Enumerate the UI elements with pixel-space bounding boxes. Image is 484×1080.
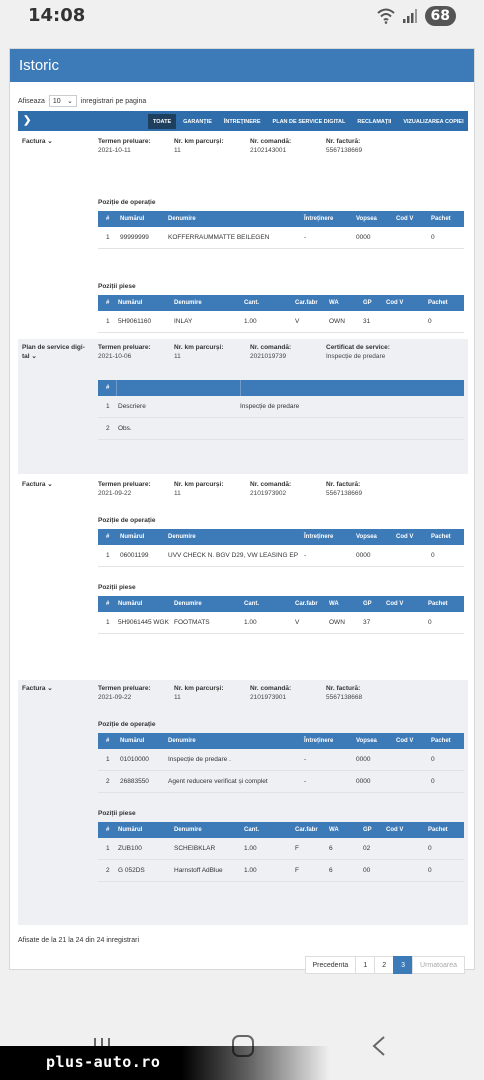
history-entry — [18, 133, 468, 337]
table-cell: 1 — [106, 756, 110, 763]
entry-meta — [250, 480, 291, 498]
table-cell: 01010000 — [120, 756, 149, 763]
entry-type-label: Plan de service digi-tal — [22, 344, 85, 360]
meta-label: Certificat de service: — [326, 344, 390, 351]
tab-1[interactable]: GARANȚIE — [183, 119, 212, 125]
entry-meta — [174, 480, 224, 498]
table-cell: Harnstoff AdBlue — [174, 867, 223, 874]
column-header: Numărul — [118, 300, 143, 306]
history-card — [9, 48, 475, 970]
entry-meta — [174, 137, 224, 155]
pager-item-2[interactable]: 2 — [374, 956, 394, 974]
entry-meta — [174, 684, 224, 702]
entry-meta — [98, 684, 151, 702]
table-cell: INLAY — [174, 318, 193, 325]
section-title: Poziții piese — [98, 810, 136, 817]
table-cell: 0000 — [356, 756, 371, 763]
column-header: # — [106, 601, 110, 607]
entry-meta — [326, 684, 362, 702]
column-header: # — [106, 216, 110, 222]
column-header: Cod V — [386, 300, 404, 306]
section-table — [98, 733, 464, 793]
entry-meta — [326, 480, 362, 498]
column-header: Întreținere — [304, 534, 334, 540]
table-cell: 6 — [329, 867, 333, 874]
table-cell: OWN — [329, 619, 345, 626]
table-cell: 1 — [106, 318, 110, 325]
column-header: Întreținere — [304, 216, 334, 222]
table-cell: Descriere — [118, 403, 146, 410]
table-header — [98, 380, 464, 396]
table-header — [98, 733, 464, 749]
table-header — [98, 295, 464, 311]
chevron-down-icon: ⌄ — [66, 98, 73, 105]
column-divider — [240, 380, 241, 396]
meta-label: Nr. km parcurși: — [174, 685, 224, 692]
table-cell: 1 — [106, 619, 110, 626]
entry-type-toggle[interactable] — [22, 480, 88, 489]
table-cell: 0 — [431, 778, 435, 785]
table-header — [98, 211, 464, 227]
chevron-down-icon: ⌄ — [45, 685, 53, 692]
chevron-down-icon: ⌄ — [45, 138, 53, 145]
section-title: Poziții piese — [98, 283, 136, 290]
table-cell: 1 — [106, 845, 110, 852]
column-header: # — [106, 534, 110, 540]
meta-value: 5567138669 — [326, 147, 363, 154]
section-table — [98, 295, 464, 333]
table-header — [98, 822, 464, 838]
meta-value: 2101973901 — [250, 694, 287, 701]
per-page-suffix: inregistrari pe pagina — [80, 97, 147, 105]
table-header — [98, 529, 464, 545]
expand-chevron-icon[interactable]: ❯ — [23, 115, 32, 126]
history-entry — [18, 476, 468, 678]
page-title: Istoric — [10, 49, 474, 82]
table-cell: Agent reducere verificat și complet — [168, 778, 268, 785]
status-icons — [377, 6, 456, 26]
column-header: WA — [329, 601, 339, 607]
watermark-text: plus-auto.ro — [46, 1053, 161, 1071]
table-cell: F — [295, 867, 299, 874]
column-header: Denumire — [174, 827, 202, 833]
meta-value: 2102143001 — [250, 147, 287, 154]
table-cell: 1 — [106, 552, 110, 559]
section-table — [98, 822, 464, 882]
column-header: Numărul — [120, 216, 145, 222]
column-header: Pachet — [428, 827, 448, 833]
table-cell: V — [295, 619, 300, 626]
meta-label: Nr. comandă: — [250, 685, 292, 692]
column-header: Vopsea — [356, 738, 377, 744]
column-header: WA — [329, 827, 339, 833]
table-cell: 0000 — [356, 234, 371, 241]
meta-label: Nr. factură: — [326, 685, 361, 692]
entry-type-label: Factura — [22, 481, 46, 488]
table-cell: 2 — [106, 778, 110, 785]
meta-value: 5567138668 — [326, 694, 363, 701]
column-header: # — [106, 827, 110, 833]
column-header: Denumire — [174, 601, 202, 607]
column-header: Vopsea — [356, 216, 377, 222]
table-row — [98, 311, 464, 333]
meta-value: 5567138669 — [326, 490, 363, 497]
back-icon[interactable] — [370, 1035, 388, 1057]
table-cell: 06001199 — [120, 552, 149, 559]
meta-value: Inspecție de predare — [326, 353, 386, 360]
column-header: Întreținere — [304, 738, 334, 744]
table-cell: Inspecție de predare — [240, 403, 300, 410]
table-cell: - — [304, 552, 307, 559]
section-table — [98, 380, 464, 440]
tab-0[interactable]: TOATE — [148, 114, 176, 129]
table-cell: 31 — [363, 318, 371, 325]
pager-item-3[interactable]: 3 — [393, 956, 413, 974]
per-page-control — [18, 95, 146, 107]
column-header: WA — [329, 300, 339, 306]
table-cell: OWN — [329, 318, 345, 325]
table-cell: KOFFERRAUMMATTE BEILEGEN — [168, 234, 270, 241]
meta-value: 2021-09-22 — [98, 694, 132, 701]
status-time: 14:08 — [28, 5, 86, 26]
meta-value: 2021019739 — [250, 353, 287, 360]
chevron-down-icon: ⌄ — [45, 481, 53, 488]
column-header: Cant. — [244, 601, 259, 607]
column-header: Pachet — [431, 738, 451, 744]
column-header: # — [106, 738, 110, 744]
meta-value: 11 — [174, 694, 181, 701]
table-cell: 5H9061160 — [118, 318, 152, 325]
entry-meta — [250, 684, 291, 702]
meta-label: Nr. factură: — [326, 481, 361, 488]
meta-label: Termen preluare: — [98, 138, 151, 145]
table-cell: 1.00 — [244, 318, 257, 325]
filter-tabs — [148, 114, 469, 129]
column-header: Denumire — [168, 738, 196, 744]
column-header: Vopsea — [356, 534, 377, 540]
entry-meta — [98, 343, 151, 361]
filter-tabbar — [18, 111, 468, 131]
entry-type-toggle[interactable] — [22, 684, 88, 693]
pager-item-0[interactable]: Precedenta — [305, 956, 357, 974]
meta-label: Termen preluare: — [98, 481, 151, 488]
entry-type-toggle[interactable] — [22, 343, 88, 361]
meta-label: Nr. km parcurși: — [174, 344, 224, 351]
table-row — [98, 418, 464, 440]
table-cell: Obs. — [118, 425, 132, 432]
meta-label: Nr. factură: — [326, 138, 361, 145]
meta-value: 11 — [174, 353, 181, 360]
column-header: GP — [363, 827, 372, 833]
table-cell: - — [304, 756, 307, 763]
status-bar — [0, 0, 484, 34]
table-cell: 1.00 — [244, 619, 257, 626]
table-cell: 0 — [428, 845, 432, 852]
section-table — [98, 596, 464, 634]
table-row — [98, 227, 464, 249]
battery-badge: 68 — [425, 6, 456, 26]
table-cell: 0 — [431, 552, 435, 559]
tab-3[interactable]: PLAN DE SERVICE DIGITAL — [272, 119, 346, 125]
table-cell: V — [295, 318, 300, 325]
table-cell: 0 — [428, 619, 432, 626]
section-table — [98, 211, 464, 249]
table-row — [98, 396, 464, 418]
column-header: Cod V — [396, 534, 414, 540]
entry-meta — [326, 343, 390, 361]
wifi-icon — [377, 8, 395, 24]
column-header: Car.fabr — [295, 827, 318, 833]
meta-label: Termen preluare: — [98, 685, 151, 692]
table-row — [98, 838, 464, 860]
entry-meta — [326, 137, 362, 155]
meta-label: Nr. comandă: — [250, 344, 292, 351]
table-cell: 1.00 — [244, 845, 257, 852]
meta-label: Nr. km parcurși: — [174, 481, 224, 488]
meta-label: Nr. comandă: — [250, 481, 292, 488]
column-header: Numărul — [120, 738, 145, 744]
table-cell: 0000 — [356, 552, 371, 559]
column-header: Cant. — [244, 827, 259, 833]
meta-label: Nr. km parcurși: — [174, 138, 224, 145]
pager-item-4[interactable]: Urmatoarea — [412, 956, 465, 974]
table-cell: 26883550 — [120, 778, 149, 785]
table-cell: 2 — [106, 425, 110, 432]
table-cell: 6 — [329, 845, 333, 852]
table-cell: F — [295, 845, 299, 852]
meta-label: Nr. comandă: — [250, 138, 292, 145]
entry-meta — [174, 343, 224, 361]
table-cell: 0 — [431, 756, 435, 763]
section-table — [98, 529, 464, 567]
pager-item-1[interactable]: 1 — [355, 956, 375, 974]
table-cell: 99999999 — [120, 234, 149, 241]
table-row — [98, 545, 464, 567]
table-cell: - — [304, 234, 307, 241]
section-title: Poziții piese — [98, 584, 136, 591]
entry-meta — [98, 480, 151, 498]
column-header: Numărul — [118, 827, 143, 833]
table-row — [98, 860, 464, 882]
column-header: GP — [363, 601, 372, 607]
table-row — [98, 612, 464, 634]
history-entry — [18, 680, 468, 925]
pagination — [306, 956, 466, 974]
section-title: Poziție de operație — [98, 517, 156, 524]
per-page-prefix: Afiseaza — [18, 97, 45, 105]
column-header: Pachet — [428, 601, 448, 607]
table-cell: 0 — [428, 867, 432, 874]
history-entry — [18, 339, 468, 474]
column-header: Denumire — [168, 534, 196, 540]
entry-type-label: Factura — [22, 138, 46, 145]
table-cell: G 052DS — [118, 867, 145, 874]
column-header: Car.fabr — [295, 601, 318, 607]
meta-value: 11 — [174, 490, 181, 497]
column-header: Cant. — [244, 300, 259, 306]
per-page-select[interactable] — [49, 95, 77, 107]
column-header: Car.fabr — [295, 300, 318, 306]
records-info: Afisate de la 21 la 24 din 24 inregistrari — [18, 937, 140, 944]
table-cell: 0 — [428, 318, 432, 325]
column-header: Denumire — [168, 216, 196, 222]
table-cell: 0000 — [356, 778, 371, 785]
section-title: Poziție de operație — [98, 721, 156, 728]
table-cell: 1 — [106, 234, 110, 241]
watermark — [0, 1046, 330, 1080]
column-header: Cod V — [386, 601, 404, 607]
table-cell: ZUB100 — [118, 845, 142, 852]
column-header: Cod V — [386, 827, 404, 833]
meta-value: 2101973902 — [250, 490, 287, 497]
table-cell: 02 — [363, 845, 371, 852]
column-header: Cod V — [396, 216, 414, 222]
column-header: GP — [363, 300, 372, 306]
table-row — [98, 749, 464, 771]
table-cell: 5H9061445 WGK — [118, 619, 169, 626]
table-cell: - — [304, 778, 307, 785]
entry-type-toggle[interactable] — [22, 137, 88, 146]
table-header — [98, 596, 464, 612]
table-cell: SCHEIBKLAR — [174, 845, 216, 852]
meta-value: 2021-10-11 — [98, 147, 131, 154]
meta-value: 2021-10-06 — [98, 353, 132, 360]
column-header: Denumire — [174, 300, 202, 306]
chevron-down-icon: ⌄ — [29, 353, 37, 360]
table-cell: 0 — [431, 234, 435, 241]
entry-meta — [250, 137, 291, 155]
meta-label: Termen preluare: — [98, 344, 151, 351]
column-divider — [116, 380, 117, 396]
section-title: Poziție de operație — [98, 199, 156, 206]
per-page-value: 10 — [52, 97, 61, 105]
signal-icon — [403, 9, 417, 23]
column-header: # — [106, 385, 110, 391]
table-cell: Inspecție de predare . — [168, 756, 231, 763]
meta-value: 11 — [174, 147, 181, 154]
table-cell: 37 — [363, 619, 371, 626]
entry-meta — [98, 137, 151, 155]
column-header: Pachet — [431, 534, 451, 540]
table-cell: 1 — [106, 403, 110, 410]
entry-meta — [250, 343, 291, 361]
table-cell: 1.00 — [244, 867, 257, 874]
tab-4[interactable]: RECLAMAȚII — [357, 119, 392, 125]
meta-value: 2021-09-22 — [98, 490, 132, 497]
column-header: Pachet — [428, 300, 448, 306]
column-header: Numărul — [118, 601, 143, 607]
column-header: Cod V — [396, 738, 414, 744]
column-header: Numărul — [120, 534, 145, 540]
column-header: # — [106, 300, 110, 306]
entry-type-label: Factura — [22, 685, 46, 692]
column-header: Pachet — [431, 216, 451, 222]
table-cell: 00 — [363, 867, 371, 874]
tab-2[interactable]: ÎNTREȚINERE — [223, 119, 261, 125]
tab-5[interactable]: VIZUALIZAREA COPIEI — [403, 119, 464, 125]
table-cell: UVV CHECK N. BGV D29, VW LEASING EP — [168, 552, 299, 559]
table-cell: 2 — [106, 867, 110, 874]
table-row — [98, 771, 464, 793]
table-cell: FOOTMATS — [174, 619, 210, 626]
